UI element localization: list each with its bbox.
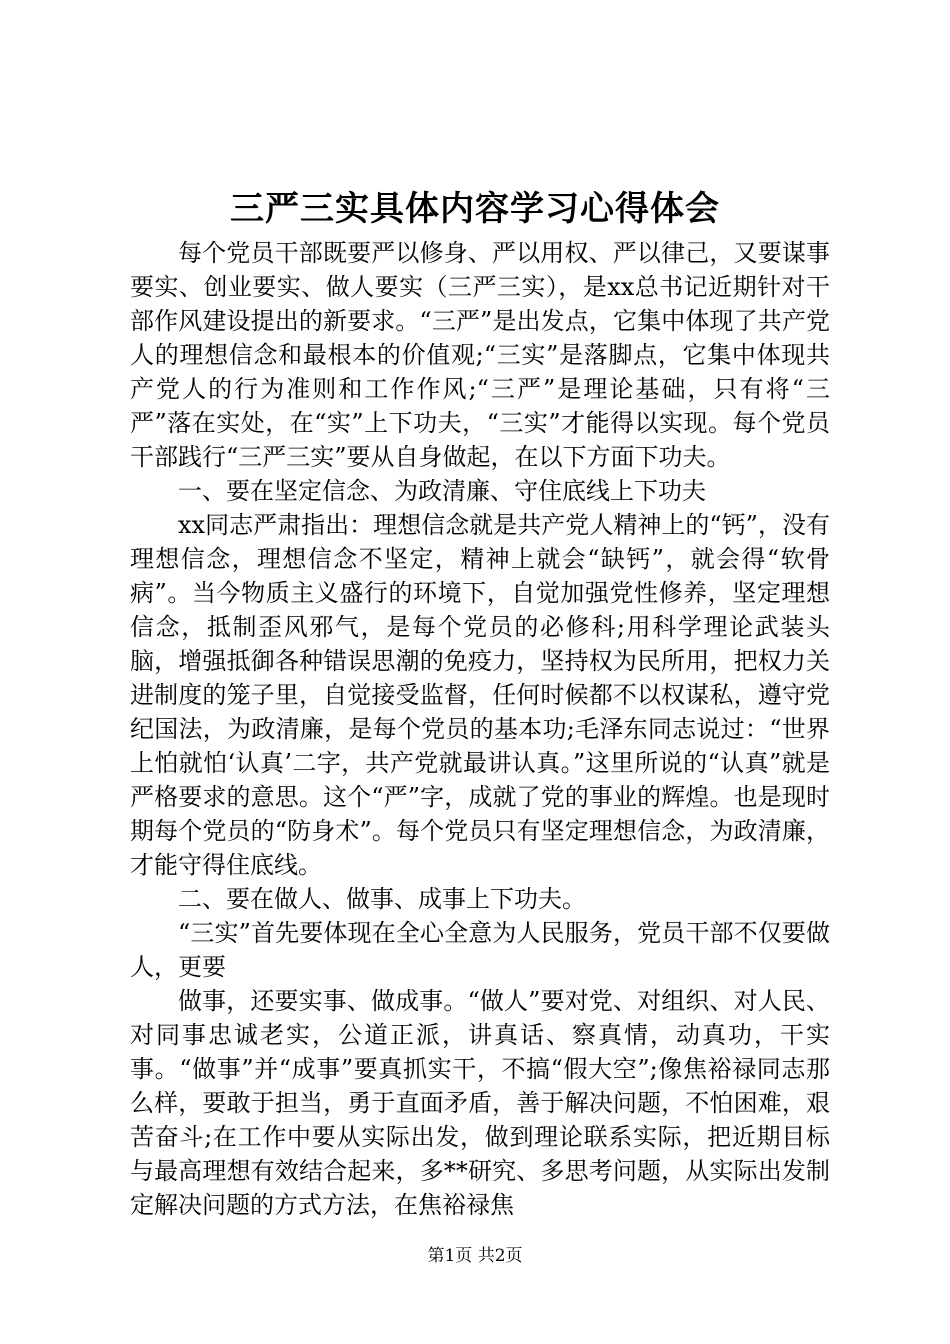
document-body bbox=[130, 236, 830, 1222]
section-heading-1: 一、要在坚定信念、为政清廉、守住底线上下功夫 bbox=[178, 477, 706, 505]
page-footer: 第1页 共2页 bbox=[427, 1246, 523, 1266]
document-title: 三严三实具体内容学习心得体会 bbox=[230, 189, 720, 229]
paragraph-section-1: xx同志严肃指出：理想信念就是共产党人精神上的“钙”，没有理想信念，理想信念不坚定，精神上就会“缺钙”，就会得“软骨病”。当今物质主义盛行的环境下，自觉加强党性修养，坚定理想信念，抵制歪风邪气，是每个党员的必修科;用科学理论武装头脑，增强抵御各种错误思潮的免疫力，坚持权为民所用，把权力关进制度的笼子里，自觉接受监督，任何时候都不以权谋私，遵守党纪国法，为政清廉，是每个党员的基本功;毛泽东同志说过：“世界上怕就怕‘认真’二字，共产党就最讲认真。”这里所说的“认真”就是严格要求的意思。这个“严”字，成就了党的事业的辉煌。也是现时期每个党员的“防身术”。每个党员只有坚定理想信念，为政清廉，才能守得住底线。 bbox=[130, 511, 830, 879]
section-heading-2: 二、要在做人、做事、成事上下功夫。 bbox=[178, 885, 586, 913]
paragraph-section-2b: 做事，还要实事、做成事。“做人”要对党、对组织、对人民、对同事忠诚老实，公道正派，讲真话、察真情，动真功，干实事。“做事”并“成事”要真抓实干，不搞“假大空”;像焦裕禄同志那么样，要敢于担当，勇于直面矛盾，善于解决问题，不怕困难，艰苦奋斗;在工作中要从实际出发，做到理论联系实际，把近期目标与最高理想有效结合起来，多**研究、多思考问题，从实际出发制定解决问题的方式方法，在焦裕禄焦 bbox=[130, 987, 830, 1219]
paragraph-section-2a: “三实”首先要体现在全心全意为人民服务，党员干部不仅要做人，更要 bbox=[130, 919, 830, 981]
paragraph-intro: 每个党员干部既要严以修身、严以用权、严以律己，又要谋事要实、创业要实、做人要实（三严三实），是xx总书记近期针对干部作风建设提出的新要求。“三严”是出发点，它集中体现了共产党人的理想信念和最根本的价值观;“三实”是落脚点，它集中体现共产党人的行为准则和工作作风;“三严”是理论基础，只有将“三严”落在实处，在“实”上下功夫，“三实”才能得以实现。每个党员干部践行“三严三实”要从自身做起，在以下方面下功夫。 bbox=[130, 239, 830, 471]
